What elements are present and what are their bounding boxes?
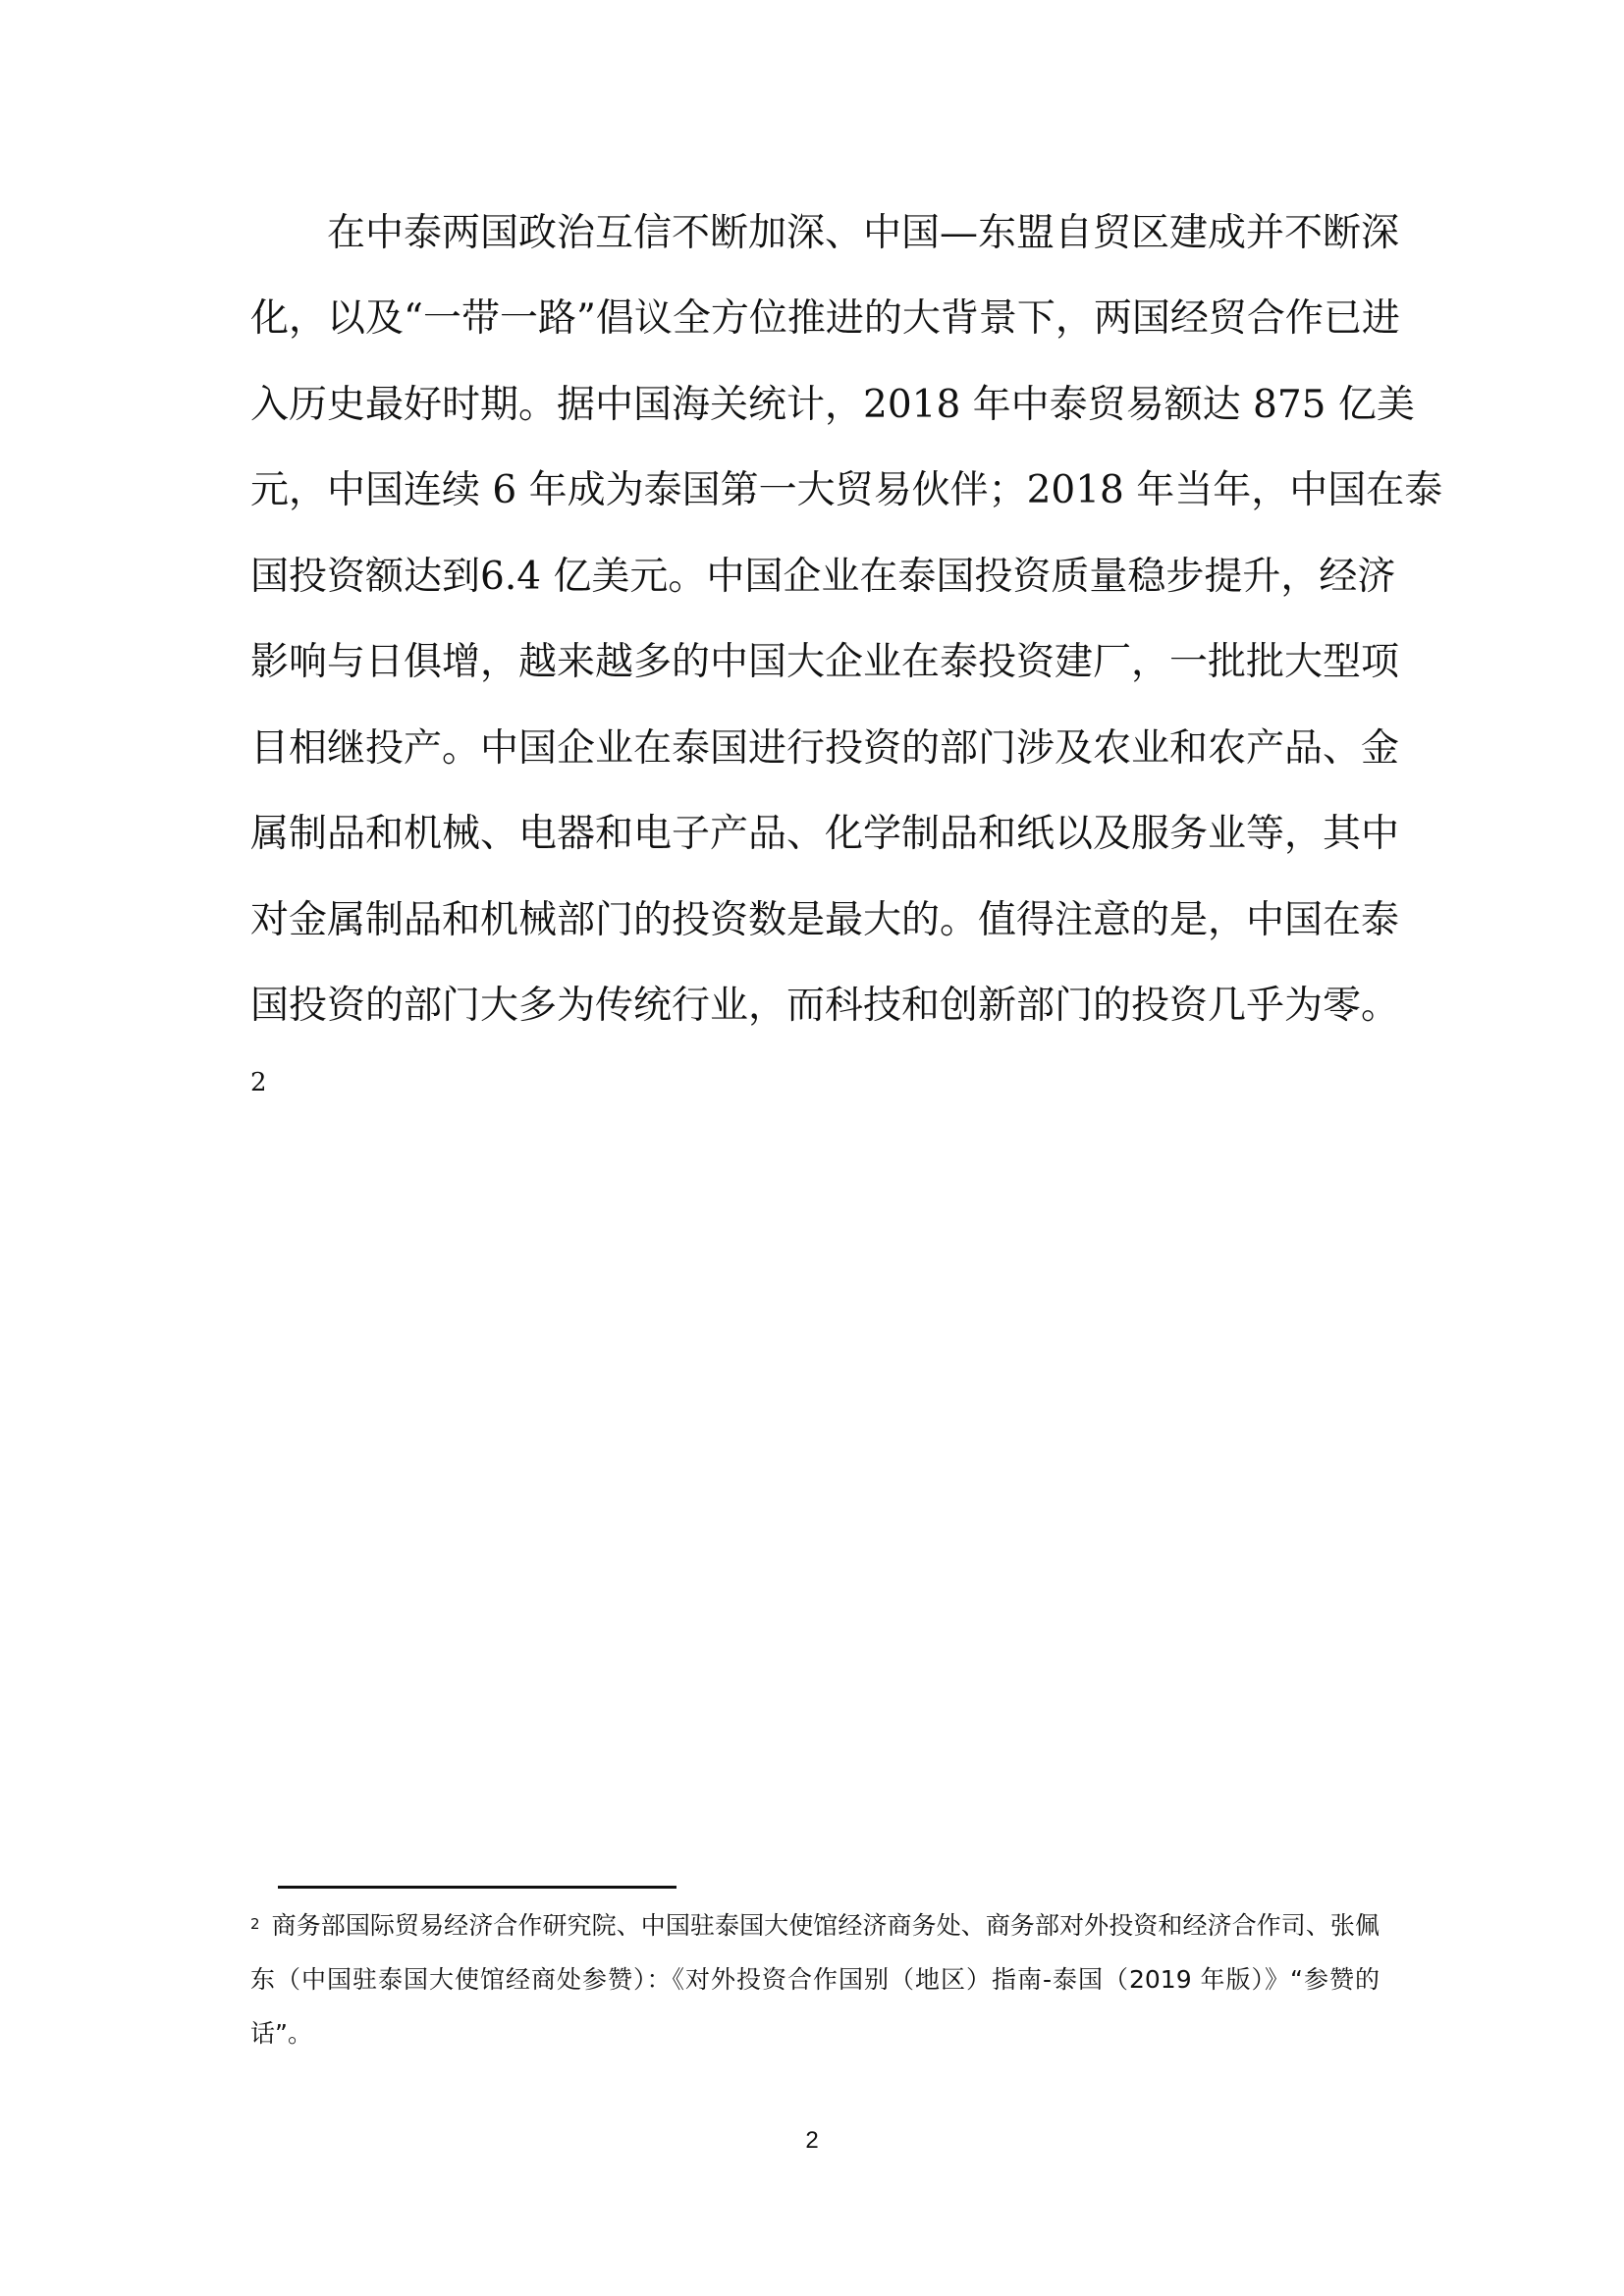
page-number: 2 (805, 2127, 819, 2154)
footnote-text: 商务部国际贸易经济合作研究院、中国驻泰国大使馆经济商务处、商务部对外投资和经济合作司、张佩 (271, 1911, 1380, 1940)
footnote-reference-marker: 2 (250, 1068, 267, 1097)
paragraph-line: 元，中国连续 6 年成为泰国第一大贸易伙伴；2018 年当年，中国在泰 (250, 468, 1443, 512)
footnote-number: 2 (250, 1915, 260, 1933)
paragraph-line: 国投资额达到6.4 亿美元。中国企业在泰国投资质量稳步提升，经济 (250, 555, 1396, 599)
paragraph-line: 目相继投产。中国企业在泰国进行投资的部门涉及农业和农产品、金 (250, 726, 1400, 771)
footnote-line: 东（中国驻泰国大使馆经商处参赞）：《对外投资合作国别（地区）指南-泰国（2019 年版）》“参赞的 (250, 1965, 1380, 1994)
footnote-separator (278, 1886, 677, 1889)
paragraph-line: 在中泰两国政治互信不断加深、中国—东盟自贸区建成并不断深 (250, 211, 1400, 255)
paragraph-line: 属制品和机械、电器和电子产品、化学制品和纸以及服务业等，其中 (250, 812, 1400, 856)
footnote-line: 话”。 (250, 2019, 312, 2048)
paragraph-line: 对金属制品和机械部门的投资数是最大的。值得注意的是，中国在泰 (250, 898, 1400, 942)
paragraph-line: 影响与日俱增，越来越多的中国大企业在泰投资建厂，一批批大型项 (250, 640, 1400, 684)
paragraph-line: 化，以及“一带一路”倡议全方位推进的大背景下，两国经贸合作已进 (250, 296, 1400, 341)
paragraph-line: 国投资的部门大多为传统行业，而科技和创新部门的投资几乎为零。 (250, 984, 1400, 1028)
footnote-line (250, 1906, 1380, 1946)
paragraph-line: 入历史最好时期。据中国海关统计，2018 年中泰贸易额达 875 亿美 (250, 383, 1415, 427)
